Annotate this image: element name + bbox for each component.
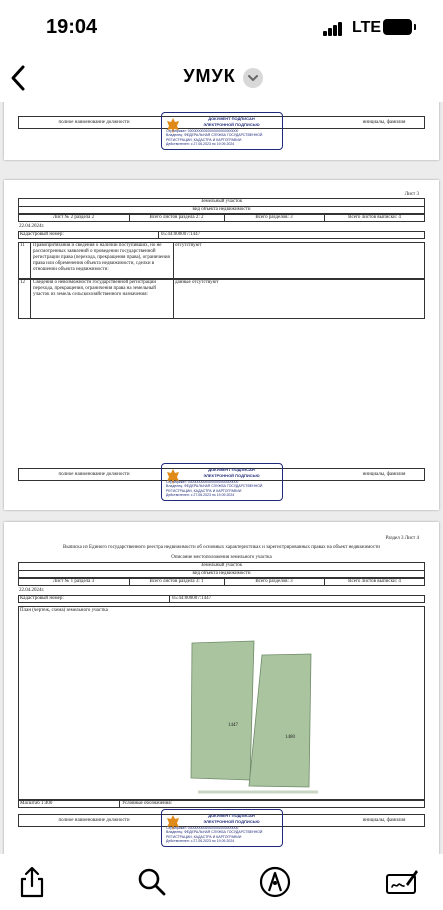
position-label: полное наименование должности [58,120,130,125]
parcel-1480-label: 1480 [285,735,295,740]
cellular-signal-icon [323,22,343,36]
document-viewer[interactable] [0,102,443,854]
scale-label: Масштаб 1:400 [20,801,53,806]
legend-label: Условные обозначения: [122,801,173,806]
sheet-number: Лист 3 [404,192,419,197]
parcel-1447 [191,641,254,780]
signature-icon[interactable] [384,864,420,900]
row-12-value: данные отсутствуют [175,280,219,285]
document-page-2 [4,102,439,160]
row-11-value: отсутствуют [175,243,202,248]
location-title: Описание местоположения земельного участка [171,555,272,560]
object-heading: Земельный участок [200,199,243,204]
e-signature-stamp: ДОКУМЕНТ ПОДПИСАН ЭЛЕКТРОННОЙ ПОДПИСЬЮ Сертификат: 00000000000000000000000000 Владелец: ФЕДЕРАЛЬНАЯ СЛУЖБА ГОСУДАРСТВЕННОЙ РЕГИСТРАЦИИ, КАДАСТРА И КАРТОГРАФИИ Действителен: с 27.06.2023 по 19.09.2024 [161,809,283,847]
status-bar [0,0,443,56]
initials-label: инициалы, фамилия [362,120,406,125]
document-title: УМУК [183,66,236,86]
bottom-toolbar [0,854,443,910]
row-12-label: Сведения о невозможности государственной регистрации перехода, прекращения, ограничения права на земельный участок из земель сельскохозяйственного назначения: [33,280,157,297]
e-signature-stamp: ДОКУМЕНТ ПОДПИСАН ЭЛЕКТРОННОЙ ПОДПИСЬЮ Сертификат: 00000000000000000000000000 Владелец: ФЕДЕРАЛЬНАЯ СЛУЖБА ГОСУДАРСТВЕННОЙ РЕГИСТРАЦИИ, КАДАСТРА И КАРТОГРАФИИ Действителен: с 27.06.2023 по 19.09.2024 [161,112,283,150]
share-icon[interactable] [14,864,50,900]
document-page-3: Лист 3 Земельный участок вид объекта недвижимости Лист № 2 раздела 2 Всего листов раздела 2: 2 Всего разделов: 3 Всего листов выписки: 4 22.04.2024г. Кадастровый номер: 05:44:000007:1447 11 Правопритязания и сведения о наличии поступивших, но не рассмотренных заявлений о проведении государственной регистрации права (перехода, прекращения права), ограничения права или обременения объекта недвижимости, сделки в отношении объекта недвижимости: отсутствуют 12 Сведения о невозможности государственной регистрации перехода, прекращения, ограничения права на земельный участок из земель сельскохозяйственного назначения: данные отсутствуют полное наименование должности инициалы, фамилия ДОКУМЕНТ ПОДПИСАН ЭЛЕКТРОННОЙ ПОДПИСЬЮ Сертификат: 00000000000000000000000000 Владелец: ФЕДЕРАЛЬНАЯ СЛУЖБА ГОСУДАРСТВЕННОЙ РЕГИСТРАЦИИ, КАДАСТРА И КАРТОГРАФИИ Действителен: с 27.06.2023 по 19.09.2024 [4,180,439,510]
object-subheading: вид объекта недвижимости [192,207,251,212]
pen-markup-icon[interactable] [257,864,293,900]
status-time: 19:04 [46,16,98,38]
battery-icon [383,19,412,35]
parcel-1480 [249,654,311,787]
parcel-plan [18,606,425,800]
cadastral-number: 05:44:000007:1447 [161,232,201,237]
e-signature-stamp: ДОКУМЕНТ ПОДПИСАН ЭЛЕКТРОННОЙ ПОДПИСЬЮ Сертификат: 00000000000000000000000000 Владелец: ФЕДЕРАЛЬНАЯ СЛУЖБА ГОСУДАРСТВЕННОЙ РЕГИСТРАЦИИ, КАДАСТРА И КАРТОГРАФИИ Действителен: с 27.06.2023 по 19.09.2024 [161,463,283,501]
title-menu-chevron-icon[interactable] [243,68,263,88]
network-type: LTE [352,19,382,36]
document-page-4: Раздел 3 Лист 4 Выписка из Единого государственного реестра недвижимости об основных характеристиках и зарегистрированных правах на объект недвижимости Описание местоположения земельного участка Земельный участок вид объекта недвижимости Лист № 1 раздела 3 Всего листов раздела 3: 1 Всего разделов: 3 Всего листов выписки: 4 22.04.2024г. Кадастровый номер: 05:44:000007:1447 План (чертеж, схема) земельного участка 1447 1480 Масштаб 1:400 Условные обозначения: полное наименование должности инициалы, фамилия ДОКУМЕНТ ПОДПИСАН ЭЛЕКТРОННОЙ ПОДПИСЬЮ Сертификат: 00000000000000000000000000 Владелец: ФЕДЕРАЛЬНАЯ СЛУЖБА ГОСУДАРСТВЕННОЙ РЕГИСТРАЦИИ, КАДАСТРА И КАРТОГРАФИИ Действителен: с 27.06.2023 по 19.09.2024 [4,522,439,854]
section-sheet-number: Раздел 3 Лист 4 [385,536,419,541]
plan-label: План (чертеж, схема) земельного участка [20,608,108,613]
extract-title: Выписка из Единого государственного реестра недвижимости об основных характеристиках и зарегистрированных правах на объект недвижимости [62,545,380,550]
search-icon[interactable] [134,864,170,900]
parcel-1447-label: 1447 [228,723,238,728]
viewer-header [0,56,443,102]
row-11-label: Правопритязания и сведения о наличии поступивших, но не рассмотренных заявлений о проведении государственной регистрации права (перехода, прекращения права), ограничения права или обременения объекта недвижимости, сделки в отношении объекта недвижимости: [33,243,170,272]
